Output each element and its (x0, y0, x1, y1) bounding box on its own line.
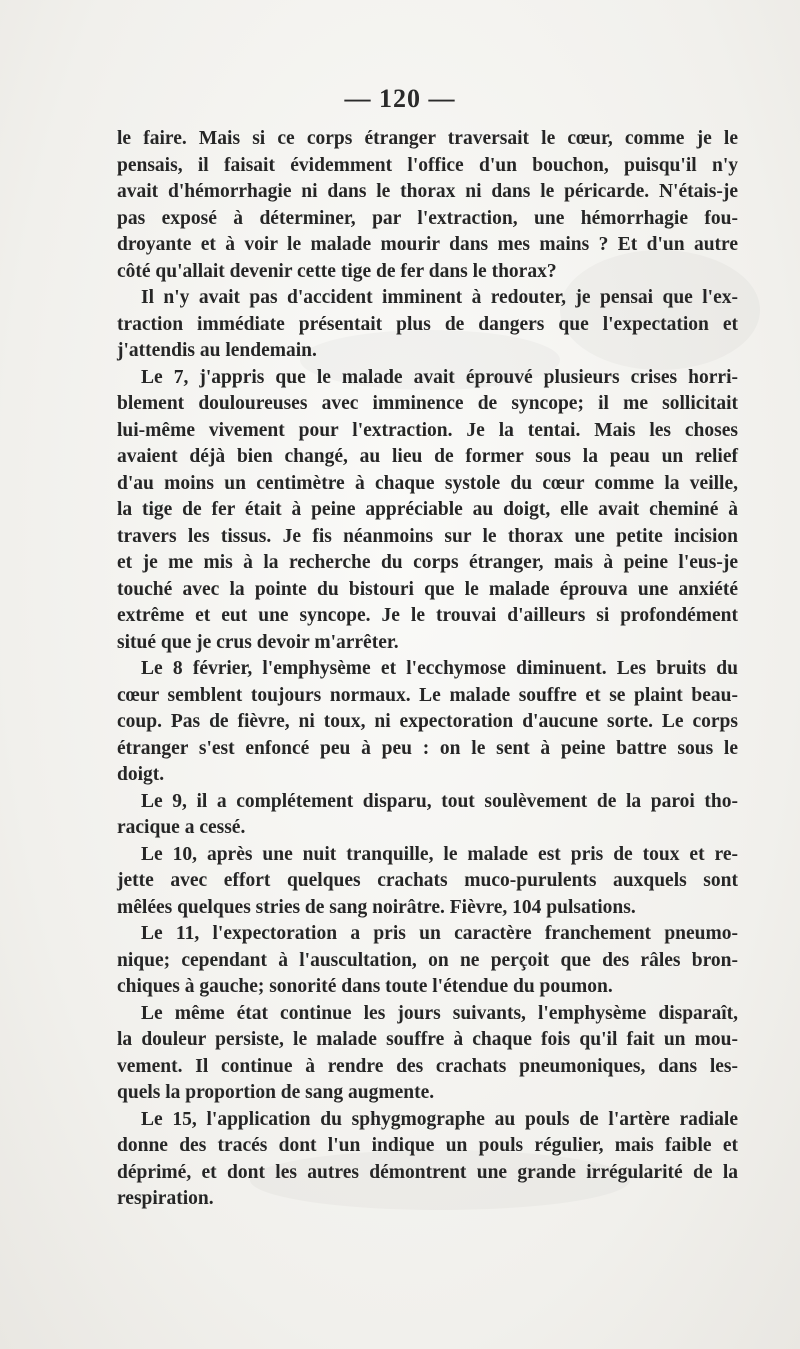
text-line: nique; cependant à l'auscultation, on ne perçoit que des râles bron- (117, 949, 738, 971)
text-line: racique a cessé. (117, 817, 246, 838)
text-line: Le 15, l'application du sphygmographe au pouls de l'artère radiale (141, 1108, 738, 1130)
text-line: avaient déjà bien changé, au lieu de former sous la peau un relief (117, 446, 738, 467)
text-line: coup. Pas de fièvre, ni toux, ni expectoration d'aucune sorte. Le corps (117, 711, 738, 732)
text-line: respiration. (117, 1188, 214, 1209)
text-line: vement. Il continue à rendre des crachats pneumoniques, dans les- (117, 1055, 738, 1077)
text-line: chiques à gauche; sonorité dans toute l'étendue du poumon. (117, 976, 613, 997)
text-line: avait d'hémorrhagie ni dans le thorax ni dans le péricarde. N'étais-je (117, 181, 738, 202)
text-line: d'au moins un centimètre à chaque systole du cœur comme la veille, (117, 472, 738, 494)
text-line: jette avec effort quelques crachats muco-purulents auxquels sont (117, 870, 738, 891)
text-line: le faire. Mais si ce corps étranger traversait le cœur, comme je le (117, 128, 738, 149)
text-line: extrême et eut une syncope. Je le trouvai d'ailleurs si profondément (117, 605, 738, 626)
text-line: quels la proportion de sang augmente. (117, 1082, 435, 1103)
text-line: blement douloureuses avec imminence de syncope; il me sollicitait (117, 393, 738, 414)
text-line: travers les tissus. Je fis néanmoins sur le thorax une petite incision (117, 525, 738, 547)
text-line: touché avec la pointe du bistouri que le malade éprouva une anxiété (117, 578, 738, 600)
text-line: pensais, il faisait évidemment l'office d'un bouchon, puisqu'il n'y (117, 154, 738, 176)
text-line: Le 10, après une nuit tranquille, le malade est pris de toux et re- (141, 843, 738, 865)
text-line: la douleur persiste, le malade souffre à chaque fois qu'il fait un mou- (117, 1029, 738, 1050)
body-text (117, 126, 738, 1213)
text-line: Le 11, l'expectoration a pris un caractère franchement pneumo- (141, 923, 738, 944)
text-line: Le 9, il a complétement disparu, tout soulèvement de la paroi tho- (141, 790, 738, 812)
text-line: doigt. (117, 764, 165, 785)
text-line: Le 8 février, l'emphysème et l'ecchymose diminuent. Les bruits du (141, 658, 738, 679)
text-line: traction immédiate présentait plus de dangers que l'expectation et (117, 313, 738, 335)
text-line: pas exposé à déterminer, par l'extraction, une hémorrhagie fou- (117, 207, 738, 229)
text-line: étranger s'est enfoncé peu à peu : on le sent à peine battre sous le (117, 737, 738, 759)
text-line: droyante et à voir le malade mourir dans mes mains ? Et d'un autre (117, 234, 738, 255)
text-line: Le 7, j'appris que le malade avait éprouvé plusieurs crises horri- (141, 366, 738, 388)
text-line: Le même état continue les jours suivants, l'emphysème disparaît, (141, 1002, 738, 1024)
page-number: — 120 — (344, 84, 456, 113)
text-line: j'attendis au lendemain. (117, 340, 317, 361)
text-line: déprimé, et dont les autres démontrent une grande irrégularité de la (117, 1161, 738, 1183)
text-line: lui-même vivement pour l'extraction. Je la tentai. Mais les choses (117, 419, 738, 441)
text-line: donne des tracés dont l'un indique un pouls régulier, mais faible et (117, 1135, 738, 1156)
text-line: côté qu'allait devenir cette tige de fer dans le thorax? (117, 260, 557, 282)
text-line: la tige de fer était à peine appréciable au doigt, elle avait cheminé à (117, 499, 738, 520)
text-line: situé que je crus devoir m'arrêter. (117, 631, 399, 653)
text-line: Il n'y avait pas d'accident imminent à redouter, je pensai que l'ex- (141, 287, 738, 308)
text-line: et je me mis à la recherche du corps étranger, mais à peine l'eus-je (117, 552, 738, 573)
text-line: cœur semblent toujours normaux. Le malade souffre et se plaint beau- (117, 684, 738, 706)
text-line: mêlées quelques stries de sang noirâtre. Fièvre, 104 pulsations. (117, 896, 636, 918)
